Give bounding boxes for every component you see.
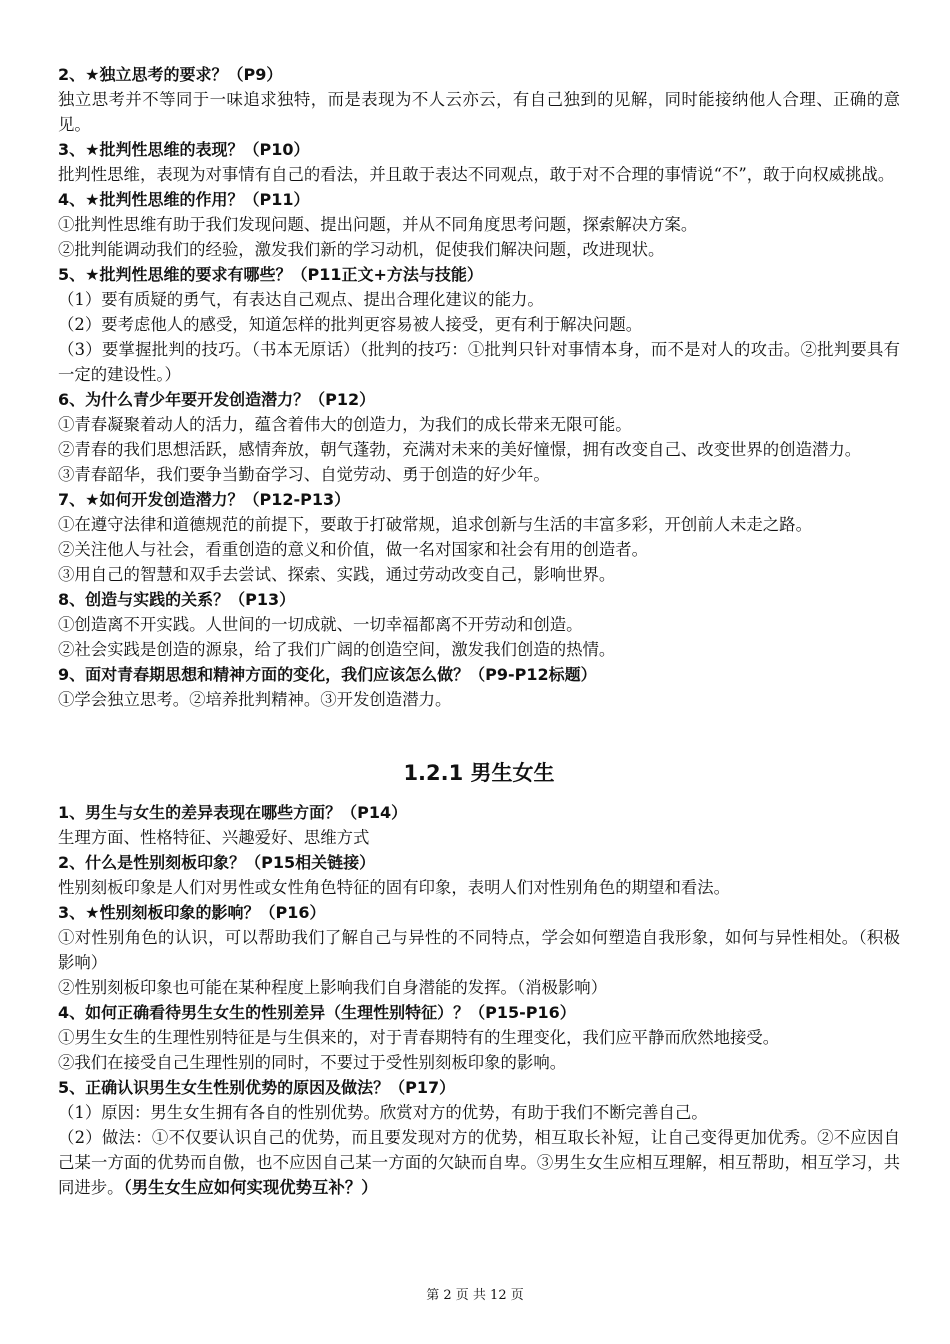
answer-paragraph: 批判性思维，表现为对事情有自己的看法，并且敢于表达不同观点，敢于对不合理的事情说“不”，敢于向权威挑战。	[58, 165, 895, 184]
answer-paragraph: ①在遵守法律和道德规范的前提下，要敢于打破常规，追求创新与生活的丰富多彩，开创前人未走之路。	[58, 515, 812, 534]
question-heading: 3、★性别刻板印象的影响？（P16）	[58, 903, 326, 922]
question-heading: 2、什么是性别刻板印象？（P15相关链接）	[58, 853, 376, 872]
answer-paragraph: ②关注他人与社会，看重创造的意义和价值，做一名对国家和社会有用的创造者。	[58, 540, 649, 559]
answer-paragraph	[58, 1125, 900, 1200]
question-heading: 9、面对青春期思想和精神方面的变化，我们应该怎么做？（P9-P12标题）	[58, 665, 597, 684]
content-part-1	[58, 62, 900, 712]
bold-note: （男生女生应如何实现优势互补？）	[123, 1178, 378, 1197]
question-heading: 5、正确认识男生女生性别优势的原因及做法？（P17）	[58, 1078, 456, 1097]
answer-text: （2）做法：①不仅要认识自己的优势，而且要发现对方的优势，相互取长补短，让自己变得更加优秀。②不应因自己某一方面的优势而自傲，也不应因自己某一方面的欠缺而自卑。③男生女生应相互理解，相互帮助，相互学习，共同进步。	[58, 1128, 900, 1197]
answer-paragraph: ①青春凝聚着动人的活力，蕴含着伟大的创造力，为我们的成长带来无限可能。	[58, 415, 632, 434]
answer-paragraph: ①男生女生的生理性别特征是与生俱来的，对于青春期特有的生理变化，我们应平静而欣然地接受。	[58, 1028, 780, 1047]
answer-paragraph: （2）要考虑他人的感受，知道怎样的批判更容易被人接受，更有利于解决问题。	[58, 315, 643, 334]
question-heading: 6、为什么青少年要开发创造潜力？（P12）	[58, 390, 376, 409]
document-page	[58, 62, 900, 1200]
content-part-2	[58, 800, 900, 1200]
question-heading: 4、如何正确看待男生女生的性别差异（生理性别特征）？（P15-P16）	[58, 1003, 576, 1022]
answer-paragraph: （3）要掌握批判的技巧。（书本无原话）（批判的技巧：①批判只针对事情本身，而不是对人的攻击。②批判要具有一定的建设性。）	[58, 340, 900, 384]
section-title: 1.2.1 男生女生	[403, 761, 555, 785]
question-heading: 1、男生与女生的差异表现在哪些方面？（P14）	[58, 803, 408, 822]
answer-paragraph: 性别刻板印象是人们对男性或女性角色特征的固有印象，表明人们对性别角色的期望和看法。	[58, 878, 731, 897]
answer-paragraph: ③用自己的智慧和双手去尝试、探索、实践，通过劳动改变自己，影响世界。	[58, 565, 616, 584]
answer-paragraph: （1）原因：男生女生拥有各自的性别优势。欣赏对方的优势，有助于我们不断完善自己。	[58, 1103, 708, 1122]
question-heading: 5、★批判性思维的要求有哪些？（P11正文+方法与技能）	[58, 265, 483, 284]
answer-paragraph: ①批判性思维有助于我们发现问题、提出问题，并从不同角度思考问题，探索解决方案。	[58, 215, 698, 234]
answer-paragraph: ②青春的我们思想活跃，感情奔放，朝气蓬勃，充满对未来的美好憧憬，拥有改变自己、改变世界的创造潜力。	[58, 440, 862, 459]
answer-paragraph: ②批判能调动我们的经验，激发我们新的学习动机，促使我们解决问题，改进现状。	[58, 240, 665, 259]
question-heading: 8、创造与实践的关系？（P13）	[58, 590, 296, 609]
page-footer: 第 2 页 共 12 页	[426, 1288, 524, 1303]
question-heading: 7、★如何开发创造潜力？（P12-P13）	[58, 490, 351, 509]
answer-paragraph: 生理方面、性格特征、兴趣爱好、思维方式	[58, 828, 370, 847]
answer-paragraph: ②我们在接受自己生理性别的同时，不要过于受性别刻板印象的影响。	[58, 1053, 567, 1072]
answer-paragraph: （1）要有质疑的勇气，有表达自己观点、提出合理化建议的能力。	[58, 290, 544, 309]
answer-paragraph: ①对性别角色的认识，可以帮助我们了解自己与异性的不同特点，学会如何塑造自我形象，如何与异性相处。（积极影响）	[58, 928, 900, 972]
answer-paragraph: ①学会独立思考。②培养批判精神。③开发创造潜力。	[58, 690, 452, 709]
answer-paragraph: ②性别刻板印象也可能在某种程度上影响我们自身潜能的发挥。（消极影响）	[58, 978, 608, 997]
question-heading: 4、★批判性思维的作用？（P11）	[58, 190, 310, 209]
answer-paragraph: ③青春韶华，我们要争当勤奋学习、自觉劳动、勇于创造的好少年。	[58, 465, 550, 484]
answer-paragraph: ①创造离不开实践。人世间的一切成就、一切幸福都离不开劳动和创造。	[58, 615, 583, 634]
question-heading: 2、★独立思考的要求？（P9）	[58, 65, 283, 84]
answer-paragraph: 独立思考并不等同于一味追求独特，而是表现为不人云亦云，有自己独到的见解，同时能接纳他人合理、正确的意见。	[58, 90, 900, 134]
answer-paragraph: ②社会实践是创造的源泉，给了我们广阔的创造空间，激发我们创造的热情。	[58, 640, 616, 659]
question-heading: 3、★批判性思维的表现？（P10）	[58, 140, 310, 159]
